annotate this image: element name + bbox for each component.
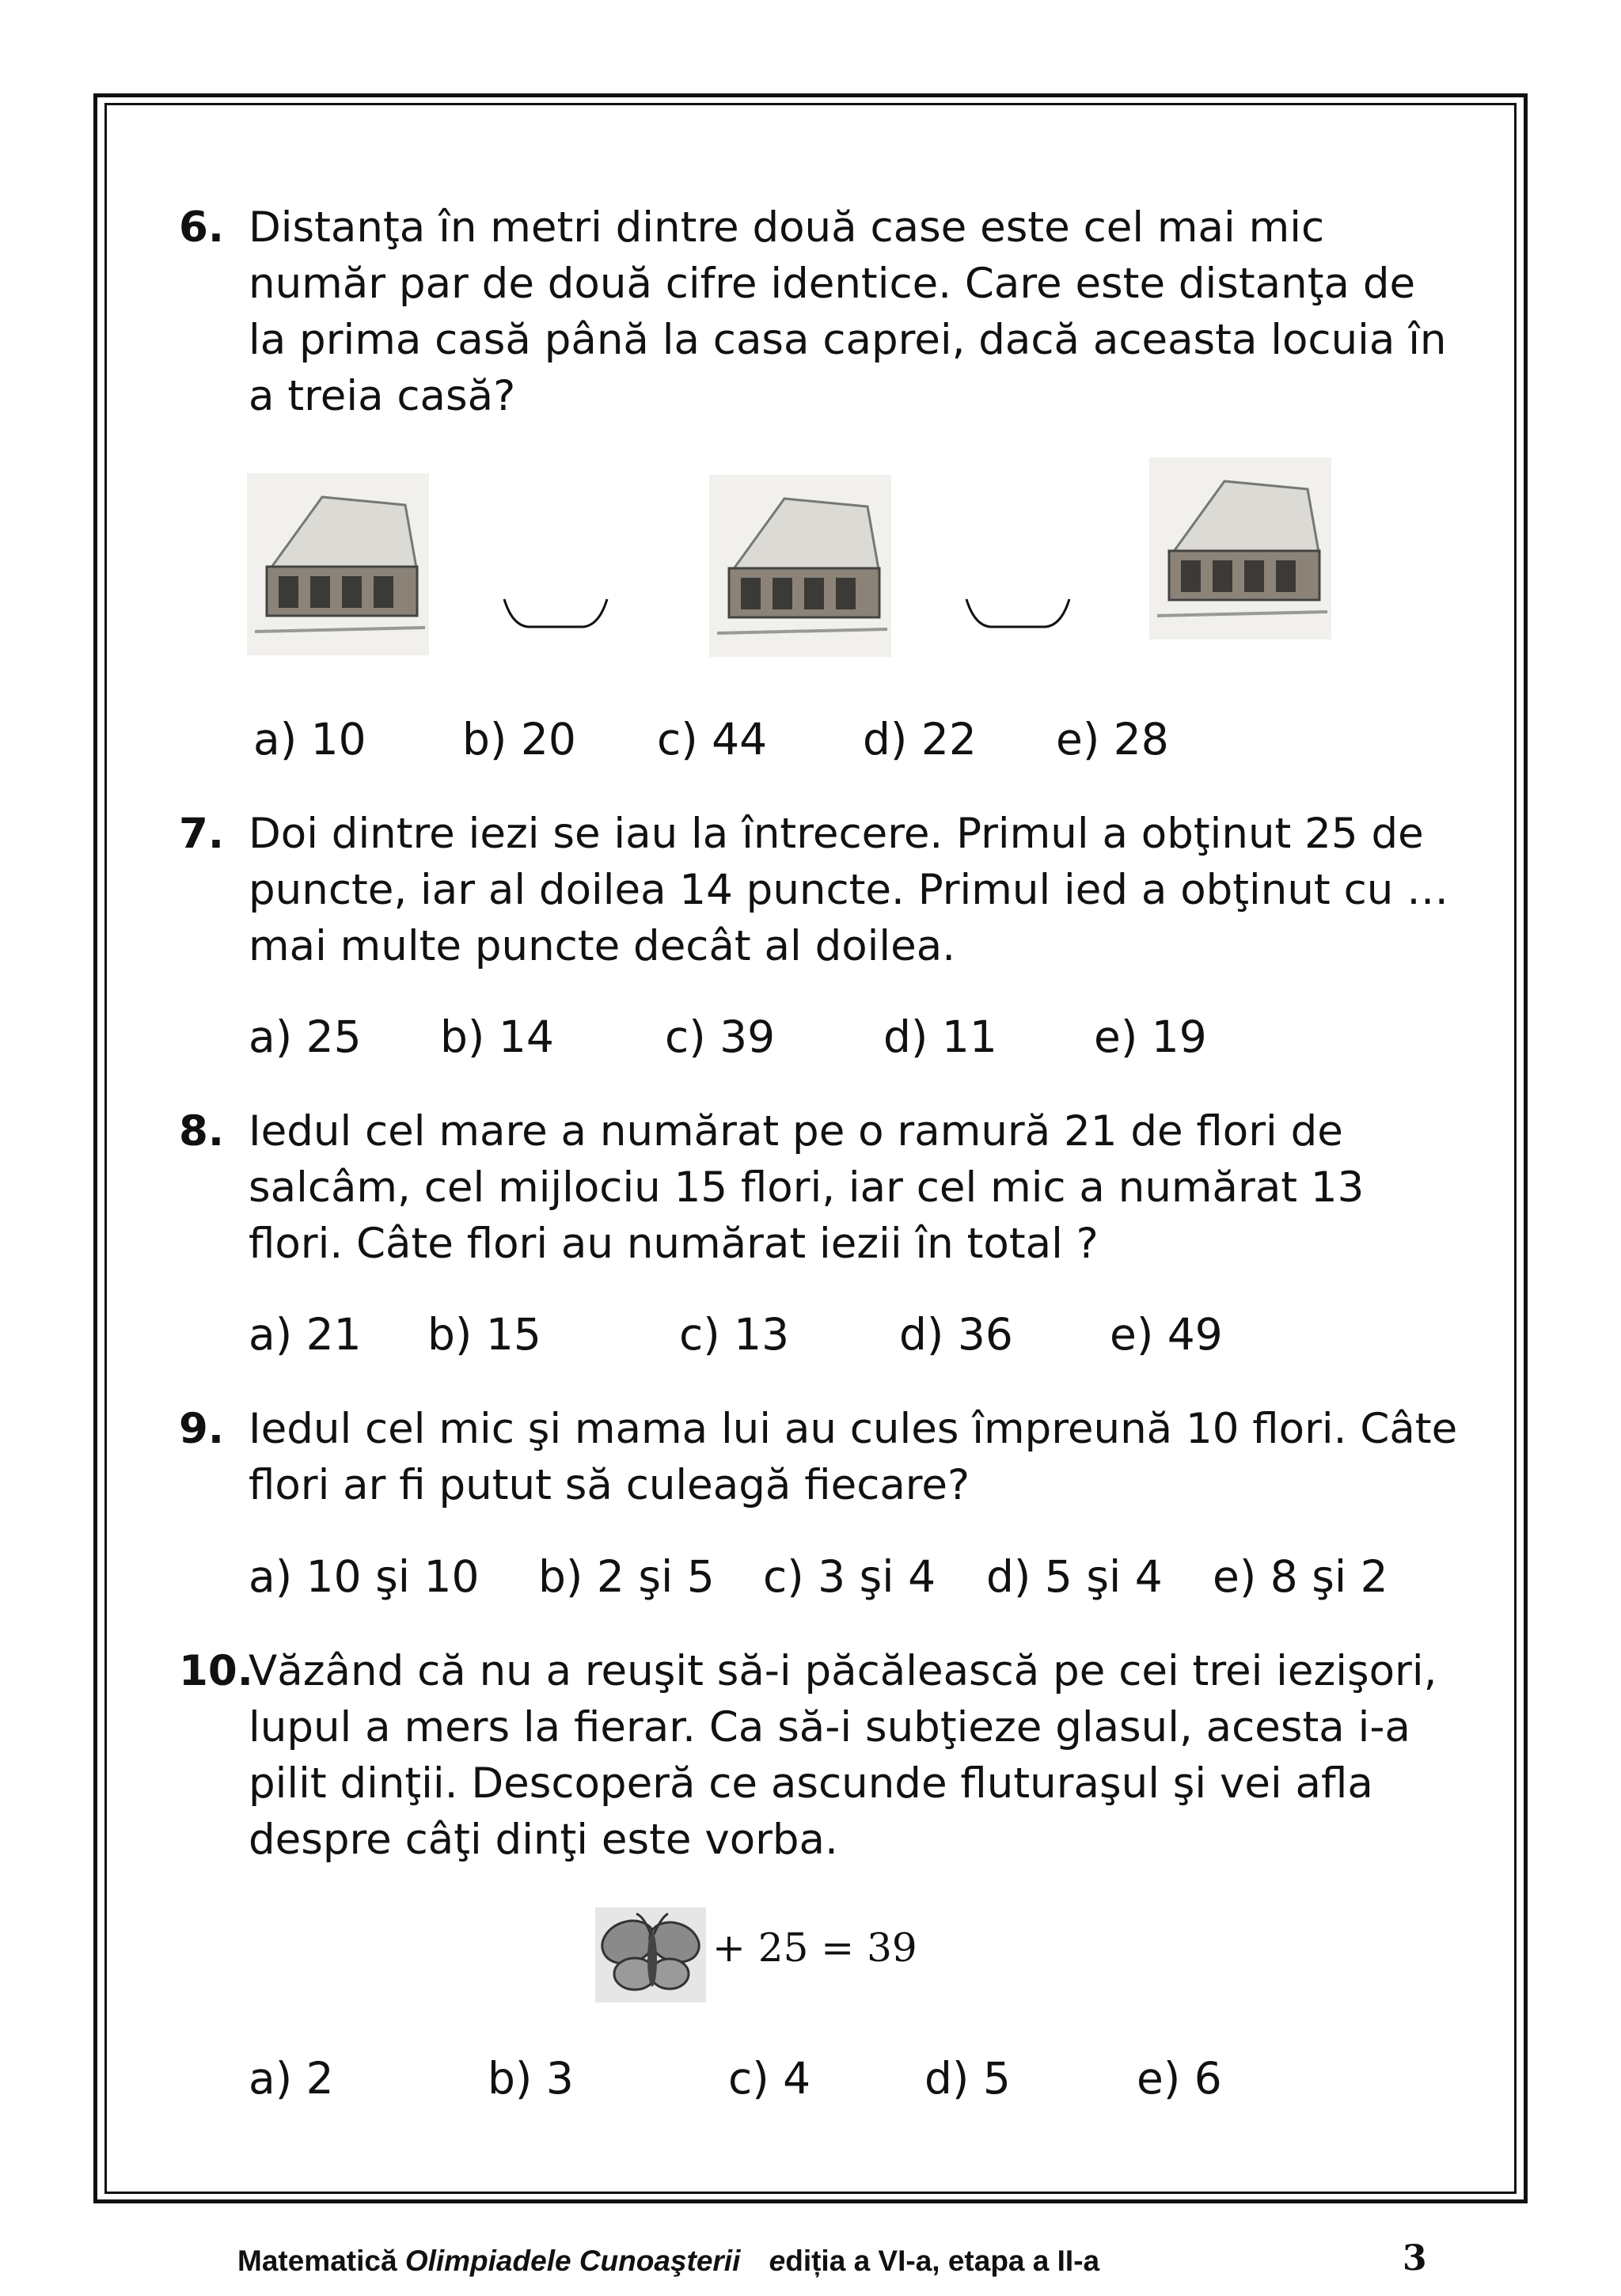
butterfly-equation — [595, 1907, 917, 2002]
answer-option[interactable]: b) 3 — [488, 2053, 574, 2104]
question-text: Doi dintre iezi se iau la întrecere. Primul a obţinut 25 de puncte, iar al doilea 14 puncte. Primul ied a obţinut cu … mai multe puncte decât al doilea. — [249, 810, 1449, 970]
question-number: 6. — [179, 203, 225, 252]
house-illustration-3 — [1149, 457, 1331, 639]
answer-option[interactable]: b) 20 — [462, 714, 576, 765]
footer — [237, 2245, 1099, 2278]
footer-edition-prefix: e — [769, 2245, 786, 2277]
answer-option[interactable]: b) 14 — [440, 1011, 554, 1062]
question-text: Văzând că nu a reuşit să-i păcălească pe cei trei iezişori, lupul a mers la fierar. Ca să-i subţieze glasul, acesta i-a pilit dinţii. Descoperă ce ascunde fluturaşul şi vei afla despre câţi dinţi este vorba. — [249, 1647, 1437, 1864]
answer-option[interactable]: e) 28 — [1056, 714, 1169, 765]
answer-option[interactable]: c) 13 — [679, 1309, 790, 1360]
answer-option[interactable]: c) 3 şi 4 — [763, 1551, 936, 1602]
answer-option[interactable]: d) 5 — [924, 2053, 1011, 2104]
answer-option[interactable]: c) 39 — [665, 1011, 776, 1062]
equation-text: + 25 = 39 — [712, 1925, 917, 1971]
butterfly-icon — [595, 1907, 706, 2002]
house-illustration-2 — [709, 475, 891, 657]
question-number: 10. — [179, 1647, 253, 1695]
question-9 — [179, 1401, 1461, 1513]
footer-edition: diția a VI-a, etapa a II-a — [785, 2245, 1100, 2277]
footer-competition: Olimpiadele Cunoaşterii — [404, 2245, 741, 2277]
page-number: 3 — [1403, 2238, 1427, 2279]
answer-option[interactable]: a) 10 şi 10 — [249, 1551, 480, 1602]
answer-option[interactable]: a) 2 — [249, 2053, 334, 2104]
question-text: Iedul cel mare a numărat pe o ramură 21 de flori de salcâm, cel mijlociu 15 flori, iar cel mic a numărat 13 flori. Câte flori au numărat iezii în total ? — [249, 1107, 1365, 1268]
question-7 — [179, 806, 1461, 974]
answer-option[interactable]: e) 6 — [1137, 2053, 1222, 2104]
footer-subject: Matematică — [237, 2245, 397, 2277]
question-text: Iedul cel mic şi mama lui au cules împreună 10 flori. Câte flori ar fi putut să culeagă fiecare? — [249, 1405, 1458, 1509]
question-text: Distanţa în metri dintre două case este cel mai mic număr par de două cifre identice. Care este distanţa de la prima casă până la casa caprei, dacă aceasta locuia în a treia casă? — [249, 203, 1447, 420]
answer-option[interactable]: b) 2 şi 5 — [538, 1551, 715, 1602]
answer-option[interactable]: c) 4 — [728, 2053, 811, 2104]
question-6 — [179, 199, 1461, 424]
answer-option[interactable]: c) 44 — [657, 714, 768, 765]
answer-option[interactable]: a) 25 — [249, 1011, 362, 1062]
distance-bracket-2 — [962, 595, 1073, 635]
question-number: 9. — [179, 1405, 225, 1453]
house-illustration-1 — [247, 473, 429, 655]
answer-option[interactable]: d) 11 — [883, 1011, 997, 1062]
answer-option[interactable]: a) 21 — [249, 1309, 362, 1360]
question-10 — [179, 1643, 1461, 1868]
distance-bracket-1 — [500, 595, 611, 635]
question-8 — [179, 1103, 1461, 1272]
answer-option[interactable]: e) 49 — [1110, 1309, 1223, 1360]
answer-option[interactable]: d) 36 — [899, 1309, 1013, 1360]
answer-option[interactable]: d) 22 — [863, 714, 977, 765]
answer-option[interactable]: b) 15 — [427, 1309, 541, 1360]
question-number: 7. — [179, 810, 225, 858]
answer-option[interactable]: e) 19 — [1094, 1011, 1207, 1062]
answer-option[interactable]: e) 8 şi 2 — [1213, 1551, 1388, 1602]
answer-option[interactable]: a) 10 — [253, 714, 366, 765]
question-number: 8. — [179, 1107, 225, 1156]
answer-option[interactable]: d) 5 şi 4 — [986, 1551, 1163, 1602]
